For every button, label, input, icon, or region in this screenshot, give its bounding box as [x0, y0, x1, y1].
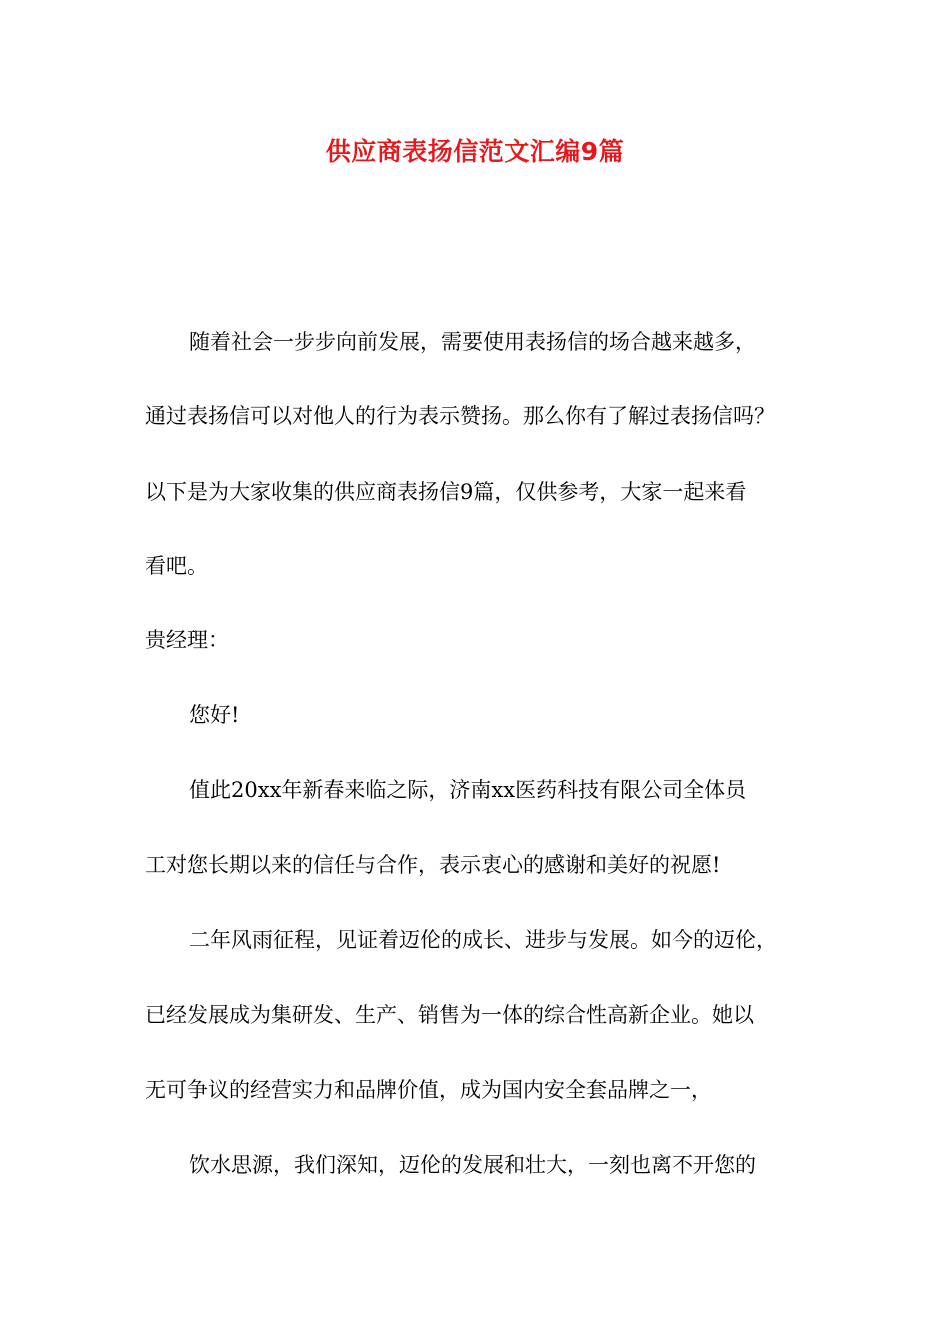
paragraph-thanks-line-2: 工对您长期以来的信任与合作，表示衷心的感谢和美好的祝愿!	[145, 853, 721, 877]
paragraph-history-line-2: 已经发展成为集研发、生产、销售为一体的综合性高新企业。她以	[145, 1003, 754, 1027]
paragraph-history-line-3: 无可争议的经营实力和品牌价值，成为国内安全套品牌之一，	[145, 1078, 712, 1102]
greeting: 您好!	[189, 703, 240, 727]
paragraph-intro-line-2: 通过表扬信可以对他人的行为表示赞扬。那么你有了解过表扬信吗？	[145, 404, 775, 428]
document-title: 供应商表扬信范文汇编9篇	[325, 137, 625, 166]
salutation: 贵经理：	[145, 628, 229, 652]
paragraph-intro-line-3: 以下是为大家收集的供应商表扬信9篇，仅供参考，大家一起来看	[145, 480, 747, 504]
paragraph-intro-line-4: 看吧。	[145, 554, 208, 578]
paragraph-thanks-line-1: 值此20xx年新春来临之际，济南xx医药科技有限公司全体员	[189, 778, 747, 802]
paragraph-gratitude-line-1: 饮水思源，我们深知，迈伦的发展和壮大，一刻也离不开您的	[189, 1153, 756, 1177]
paragraph-intro-line-1: 随着社会一步步向前发展，需要使用表扬信的场合越来越多，	[189, 330, 756, 354]
paragraph-history-line-1: 二年风雨征程，见证着迈伦的成长、进步与发展。如今的迈伦，	[189, 928, 777, 952]
